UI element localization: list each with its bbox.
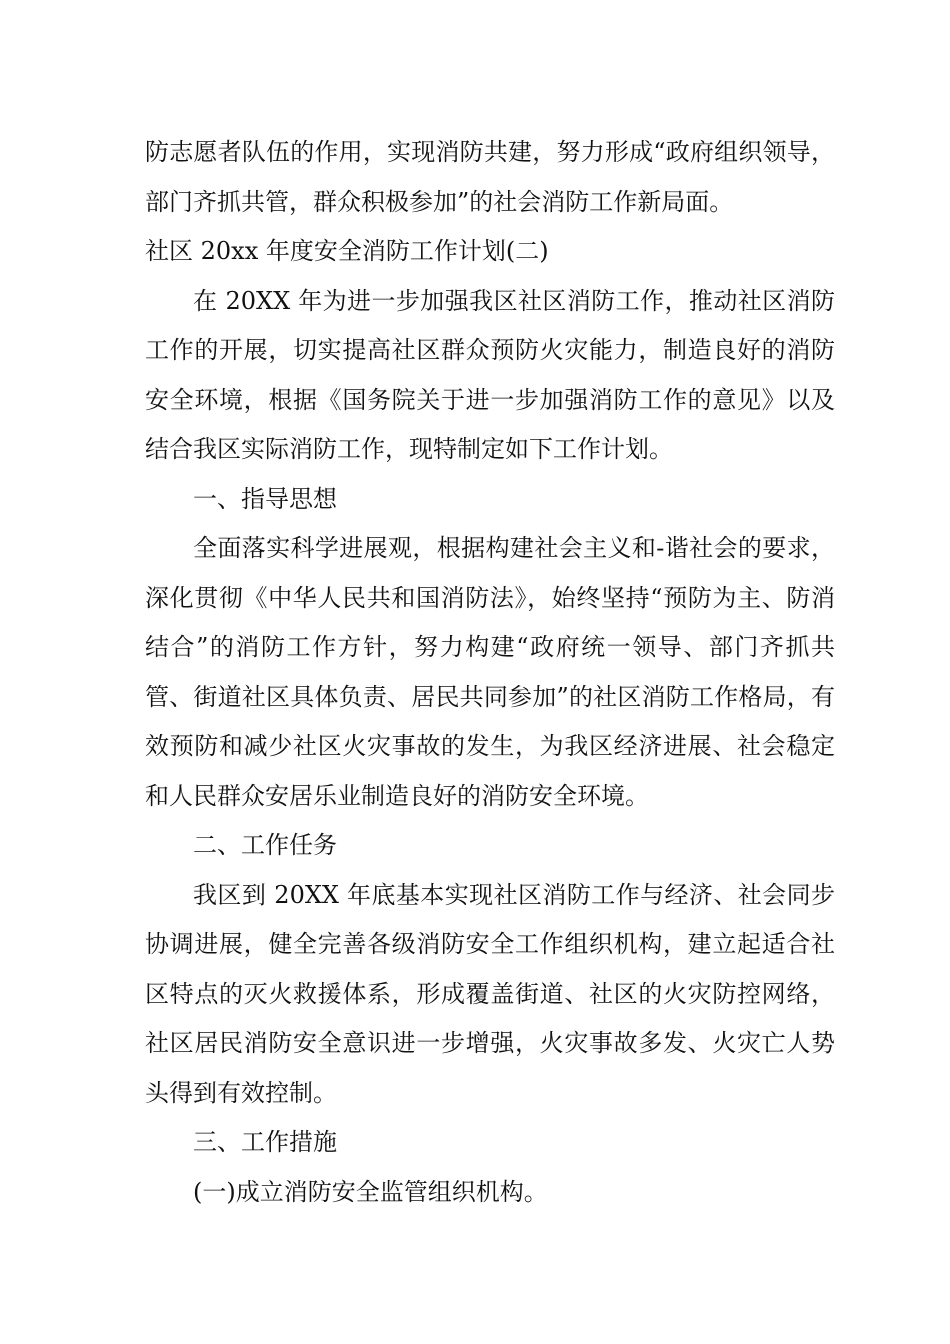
document-body	[145, 128, 835, 1217]
paragraph-continuation: 防志愿者队伍的作用，实现消防共建，努力形成“政府组织领导，部门齐抓共管，群众积极参加”的社会消防工作新局面。	[145, 138, 835, 216]
paragraph-guiding-thought: 全面落实科学进展观，根据构建社会主义和-谐社会的要求，深化贯彻《中华人民共和国消防法》，始终坚持“预防为主、防消结合”的消防工作方针，努力构建“政府统一领导、部门齐抓共管、街道社区具体负责、居民共同参加”的社区消防工作格局，有效预防和减少社区火灾事故的发生，为我区经济进展、社会稳定和人民群众安居乐业制造良好的消防安全环境。	[145, 534, 835, 810]
heading-work-tasks: 二、工作任务	[193, 831, 337, 859]
heading-guiding-thought: 一、指导思想	[193, 484, 337, 513]
paragraph-work-tasks: 我区到 20XX 年底基本实现社区消防工作与经济、社会同步协调进展，健全完善各级消防安全工作组织机构，建立起适合社区特点的灭火救援体系，形成覆盖街道、社区的火灾防控网络，社区居民消防安全意识进一步增强，火灾事故多发、火灾亡人势头得到有效控制。	[145, 880, 835, 1107]
paragraph-measure-1: (一)成立消防安全监管组织机构。	[193, 1177, 548, 1206]
heading-work-measures: 三、工作措施	[193, 1128, 337, 1156]
section-title: 社区 20xx 年度安全消防工作计划(二)	[145, 237, 549, 265]
paragraph-intro: 在 20XX 年为进一步加强我区社区消防工作，推动社区消防工作的开展，切实提高社区群众预防火灾能力，制造良好的消防安全环境，根据《国务院关于进一步加强消防工作的意见》以及结合我区实际消防工作，现特制定如下工作计划。	[145, 286, 835, 463]
